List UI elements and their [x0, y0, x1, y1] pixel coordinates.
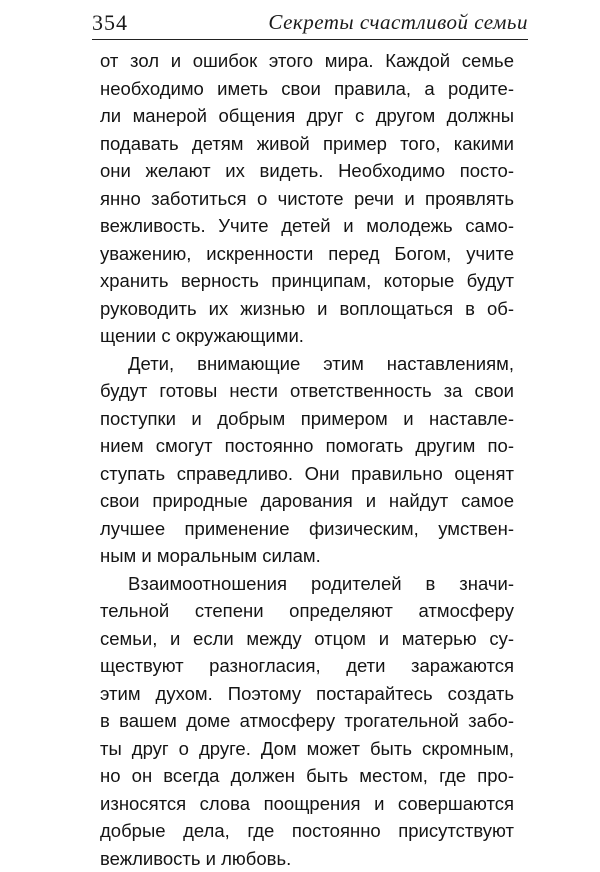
- text-line: семьи, и если между отцом и матерью су-: [100, 625, 514, 653]
- text-line: добрые дела, где постоянно присутствуют: [100, 817, 514, 845]
- text-line: Дети, внимающие этим наставлениям,: [100, 350, 514, 378]
- body-text: [100, 47, 514, 872]
- text-line: ступать справедливо. Они правильно оценят: [100, 460, 514, 488]
- text-line: Взаимоотношения родителей в значи-: [100, 570, 514, 598]
- header-rule: [92, 39, 528, 40]
- text-line: они желают их видеть. Необходимо посто-: [100, 157, 514, 185]
- text-line: уважению, искренности перед Богом, учите: [100, 240, 514, 268]
- text-line: в вашем доме атмосферу трогательной забо-: [100, 707, 514, 735]
- text-line: янно заботиться о чистоте речи и проявлять: [100, 185, 514, 213]
- text-line: от зол и ошибок этого мира. Каждой семье: [100, 47, 514, 75]
- text-line: но он всегда должен быть местом, где про-: [100, 762, 514, 790]
- text-line: щении с окружающими.: [100, 322, 514, 350]
- text-line: ли манерой общения друг с другом должны: [100, 102, 514, 130]
- running-title: Секреты счастливой семьи: [268, 10, 528, 35]
- text-line: руководить их жизнью и воплощаться в об-: [100, 295, 514, 323]
- text-line: износятся слова поощрения и совершаются: [100, 790, 514, 818]
- text-line: будут готовы нести ответственность за свои: [100, 377, 514, 405]
- page-number: 354: [92, 10, 128, 36]
- text-line: ным и моральным силам.: [100, 542, 514, 570]
- text-line: поступки и добрым примером и наставле-: [100, 405, 514, 433]
- text-line: вежливость. Учите детей и молодежь само-: [100, 212, 514, 240]
- text-line: хранить верность принципам, которые будут: [100, 267, 514, 295]
- text-line: необходимо иметь свои правила, а родите-: [100, 75, 514, 103]
- text-line: этим духом. Поэтому постарайтесь создать: [100, 680, 514, 708]
- page-header: [92, 6, 528, 40]
- text-line: ты друг о друге. Дом может быть скромным,: [100, 735, 514, 763]
- text-line: свои природные дарования и найдут самое: [100, 487, 514, 515]
- text-line: тельной степени определяют атмосферу: [100, 597, 514, 625]
- text-line: нием смогут постоянно помогать другим по-: [100, 432, 514, 460]
- text-line: вежливость и любовь.: [100, 845, 514, 872]
- text-line: ществуют разногласия, дети заражаются: [100, 652, 514, 680]
- text-line: лучшее применение физическим, умствен-: [100, 515, 514, 543]
- text-line: подавать детям живой пример того, какими: [100, 130, 514, 158]
